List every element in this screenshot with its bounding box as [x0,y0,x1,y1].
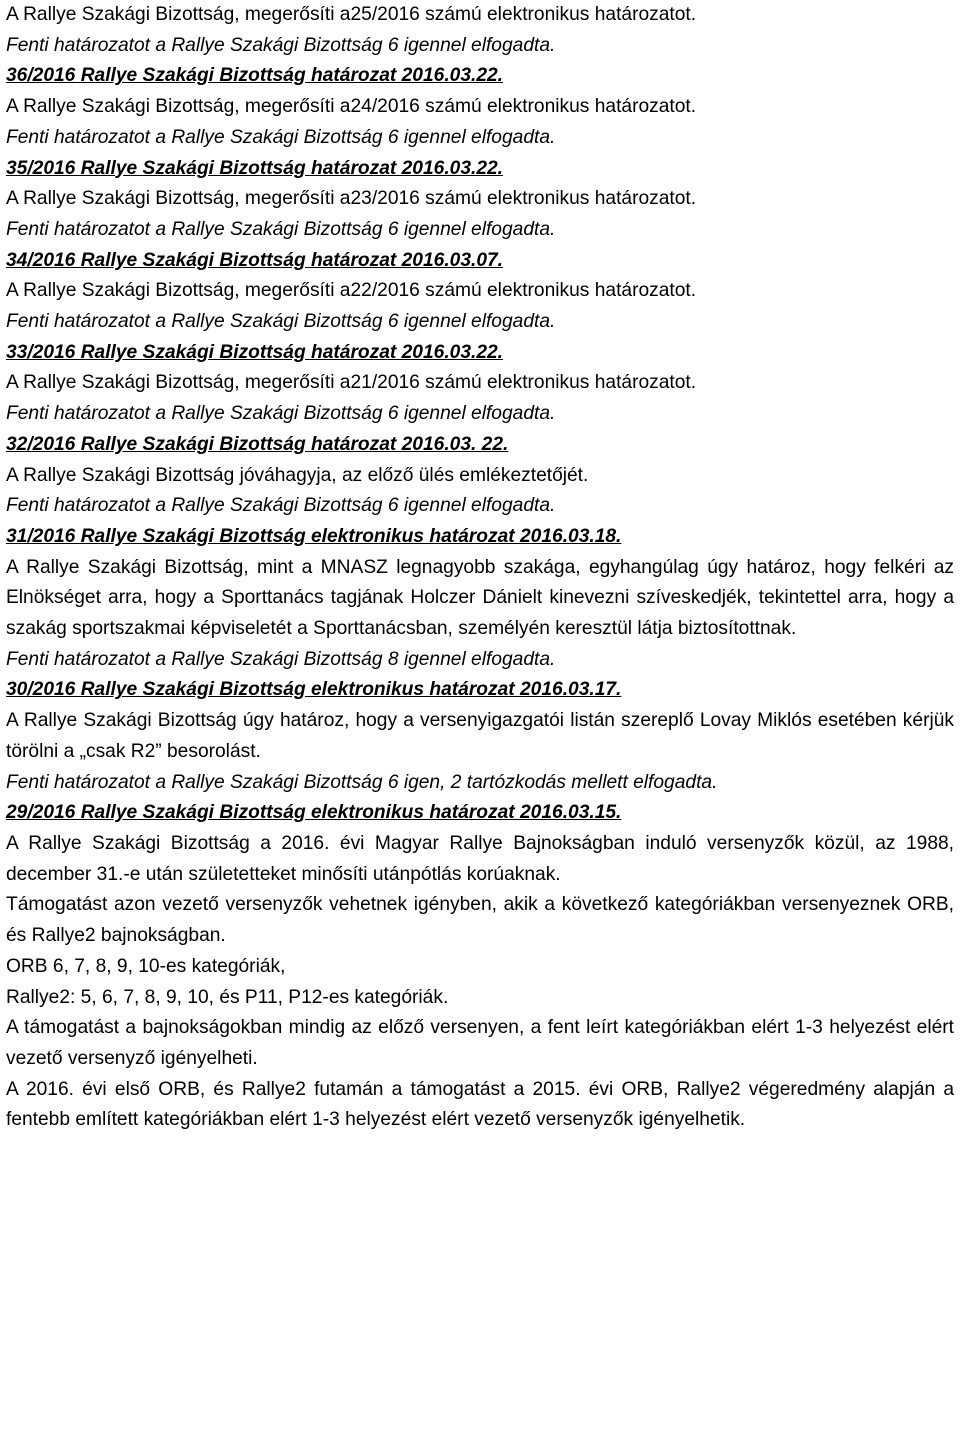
decision-body: A Rallye Szakági Bizottság, megerősíti a21/2016 számú elektronikus határozatot. [6,372,697,394]
decision-result: Fenti határozatot a Rallye Szakági Bizottság 8 igennel elfogadta. [6,648,556,670]
decision-result: Fenti határozatot a Rallye Szakági Bizottság 6 igen, 2 tartózkodás mellett elfogadta. [6,771,718,793]
decision-body: A Rallye Szakági Bizottság, megerősíti a24/2016 számú elektronikus határozatot. [6,96,697,118]
decision-29 [6,798,954,1136]
decision-32 [6,430,954,522]
decision-heading: 31/2016 Rallye Szakági Bizottság elektronikus határozat 2016.03.18. [6,525,622,547]
decision-30 [6,675,954,798]
decision-body: A támogatást a bajnokságokban mindig az előző versenyen, a fent leírt kategóriákban elért 1-3 helyezést elért vezető versenyző igényelheti. [6,1017,954,1069]
decision-body: A Rallye Szakági Bizottság, megerősíti a23/2016 számú elektronikus határozatot. [6,188,697,210]
decision-result: Fenti határozatot a Rallye Szakági Bizottság 6 igennel elfogadta. [6,403,556,425]
decision-heading: 34/2016 Rallye Szakági Bizottság határozat 2016.03.07. [6,249,504,271]
decision-body: Rallye2: 5, 6, 7, 8, 9, 10, és P11, P12-es kategóriák. [6,986,449,1008]
decision-heading: 32/2016 Rallye Szakági Bizottság határozat 2016.03. 22. [6,433,509,455]
decision-31 [6,522,954,676]
decision-body: A Rallye Szakági Bizottság úgy határoz, hogy a versenyigazgatói listán szereplő Lovay Miklós esetében kérjük törölni a „csak R2” besorolást. [6,710,954,762]
decision-body: ORB 6, 7, 8, 9, 10-es kategóriák, [6,955,286,977]
decision-result: Fenti határozatot a Rallye Szakági Bizottság 6 igennel elfogadta. [6,126,556,148]
decision-heading: 33/2016 Rallye Szakági Bizottság határozat 2016.03.22. [6,341,504,363]
decision-heading: 30/2016 Rallye Szakági Bizottság elektronikus határozat 2016.03.17. [6,679,622,701]
decision-heading: 35/2016 Rallye Szakági Bizottság határozat 2016.03.22. [6,157,504,179]
decision-result: Fenti határozatot a Rallye Szakági Bizottság 6 igennel elfogadta. [6,495,556,517]
decision-body: A Rallye Szakági Bizottság a 2016. évi Magyar Rallye Bajnokságban induló versenyzők közül, az 1988, december 31.-e után születetteket minősíti utánpótlás korúaknak. [6,832,954,885]
decision-34 [6,246,954,338]
decision-33 [6,338,954,430]
decision-body: A Rallye Szakági Bizottság, mint a MNASZ legnagyobb szakága, egyhangúlag úgy határoz, hogy felkéri az Elnökséget arra, hogy a Sporttanács tagjának Holczer Dánielt kinevezni szíveskedjék, tekintettel arra, hogy a szakág sportszakmai képviseletét a Sporttanácsban, személyén keresztül látja biztosítottnak. [6,556,954,640]
decision-body: A Rallye Szakági Bizottság, megerősíti a22/2016 számú elektronikus határozatot. [6,280,697,302]
decision-body: A Rallye Szakági Bizottság jóváhagyja, az előző ülés emlékeztetőjét. [6,464,589,486]
decision-heading: 36/2016 Rallye Szakági Bizottság határozat 2016.03.22. [6,65,504,87]
decision-heading: 29/2016 Rallye Szakági Bizottság elektronikus határozat 2016.03.15. [6,802,622,824]
decision-36 [6,61,954,153]
decision-body: Támogatást azon vezető versenyzők vehetnek igényben, akik a következő kategóriákban versenyeznek ORB, és Rallye2 bajnokságban. [6,894,954,947]
decision-result: Fenti határozatot a Rallye Szakági Bizottság 6 igennel elfogadta. [6,218,556,240]
intro-text: A Rallye Szakági Bizottság, megerősíti a25/2016 számú elektronikus határozatot. [6,4,697,25]
decision-35 [6,154,954,246]
decision-body: A 2016. évi első ORB, és Rallye2 futamán a támogatást a 2015. évi ORB, Rallye2 végeredmény alapján a fentebb említett kategóriákban elért 1-3 helyezést elért vezető versenyzők igényelhetik. [6,1078,954,1131]
intro-result: Fenti határozatot a Rallye Szakági Bizottság 6 igennel elfogadta. [6,34,556,56]
decision-result: Fenti határozatot a Rallye Szakági Bizottság 6 igennel elfogadta. [6,311,556,333]
